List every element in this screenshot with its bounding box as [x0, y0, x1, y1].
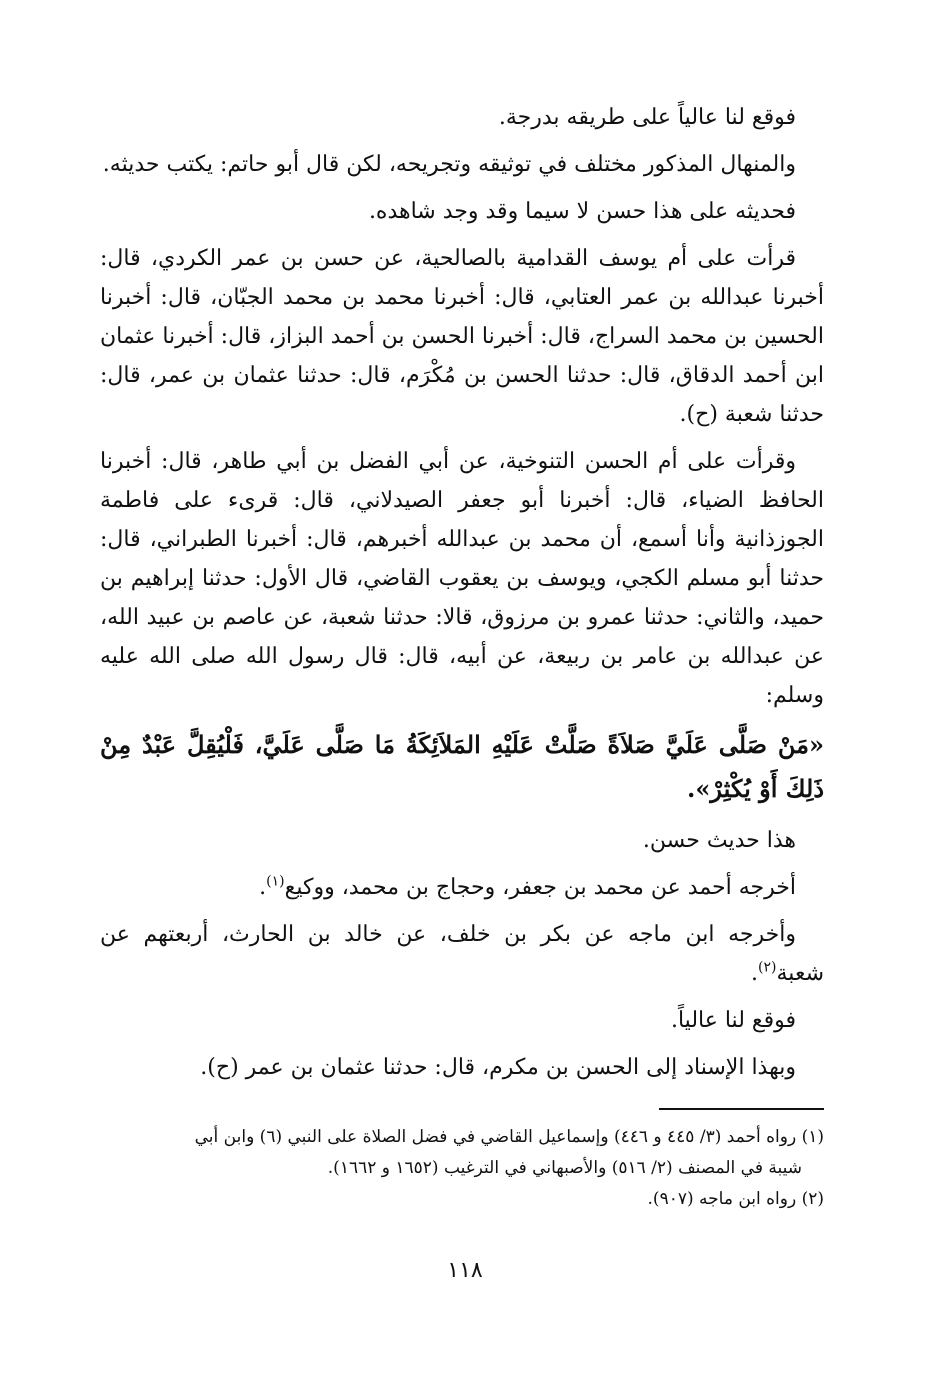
footnote-ref-1: (١)	[266, 873, 285, 890]
takhrij-1-text: أخرجه أحمد عن محمد بن جعفر، وحجاج بن محمد، ووكيع	[284, 875, 796, 900]
isnad-paragraph-2: وقرأت على أم الحسن التنوخية، عن أبي الفضل بن أبي طاهر، قال: أخبرنا الحافظ الضياء، قال: أخبرنا أبو جعفر الصيدلاني، قال: قرىء على فاطمة الجوزذانية وأنا أسمع، أن محمد بن عبدالله أخبرهم، قال: أخبرنا الطبراني، قال: حدثنا أبو مسلم الكجي، ويوسف بن يعقوب القاضي، قال الأول: حدثنا إبراهيم بن حميد، والثاني: حدثنا عمرو بن مرزوق، قالا: حدثنا شعبة، عن عاصم بن عبيد الله، عن عبدالله بن عامر بن ربيعة، عن أبيه، قال: قال رسول الله صلى الله عليه وسلم:	[100, 449, 824, 708]
footnote-1-line-2: شيبة في المصنف (٢/ ٥١٦) والأصبهاني في الترغيب (١٦٥٢ و ١٦٦٢).	[327, 1158, 802, 1178]
takhrij-1	[100, 868, 824, 907]
hadith-text: «مَنْ صَلَّى عَلَيَّ صَلاَةً صَلَّتْ عَلَيْهِ المَلاَئِكَةُ مَا صَلَّى عَلَيَّ، فَلْيُقِلَّ عَبْدٌ مِنْ ذَلِكَ أَوْ يُكْثِرْ».	[100, 730, 824, 803]
footnote-1-line-1: (١) رواه أحمد (٣/ ٤٤٥ و ٤٤٦) وإسماعيل القاضي في فضل الصلاة على النبي (٦) وابن أبي	[194, 1127, 824, 1147]
closing-1: فوقع لنا عالياً.	[670, 1008, 796, 1033]
closing-2: وبهذا الإسناد إلى الحسن بن مكرم، قال: حدثنا عثمان بن عمر (ح).	[200, 1055, 796, 1080]
hadith-grade: هذا حديث حسن.	[642, 828, 796, 853]
paragraph-1: فوقع لنا عالياً على طريقه بدرجة.	[498, 105, 796, 130]
footnote-separator	[659, 1108, 824, 1110]
footnote-2: (٢) رواه ابن ماجه (٩٠٧).	[647, 1189, 824, 1209]
main-text	[100, 98, 824, 1095]
takhrij-2-text: وأخرجه ابن ماجه عن بكر بن خلف، عن خالد بن الحارث، أربعتهم عن شعبة	[100, 922, 824, 986]
takhrij-2-end: .	[751, 961, 759, 986]
footnote-ref-2: (٢)	[758, 959, 777, 976]
paragraph-2: والمنهال المذكور مختلف في توثيقه وتجريحه، لكن قال أبو حاتم: يكتب حديثه.	[102, 152, 796, 177]
paragraph-3: فحديثه على هذا حسن لا سيما وقد وجد شاهده.	[368, 199, 796, 224]
footnotes	[100, 1122, 824, 1215]
takhrij-1-end: .	[259, 875, 267, 900]
page-number: ١١٨	[447, 1258, 483, 1283]
takhrij-2	[100, 915, 824, 993]
isnad-paragraph-1: قرأت على أم يوسف القدامية بالصالحية، عن حسن بن عمر الكردي، قال: أخبرنا عبدالله بن عمر العتابي، قال: أخبرنا محمد بن محمد الجبّان، قال: أخبرنا الحسين بن محمد السراج، قال: أخبرنا الحسن بن أحمد البزاز، قال: أخبرنا عثمان ابن أحمد الدقاق، قال: حدثنا الحسن بن مُكْرَم، قال: حدثنا عثمان بن عمر، قال: حدثنا شعبة (ح).	[100, 246, 824, 427]
footnote-1	[100, 1122, 824, 1184]
